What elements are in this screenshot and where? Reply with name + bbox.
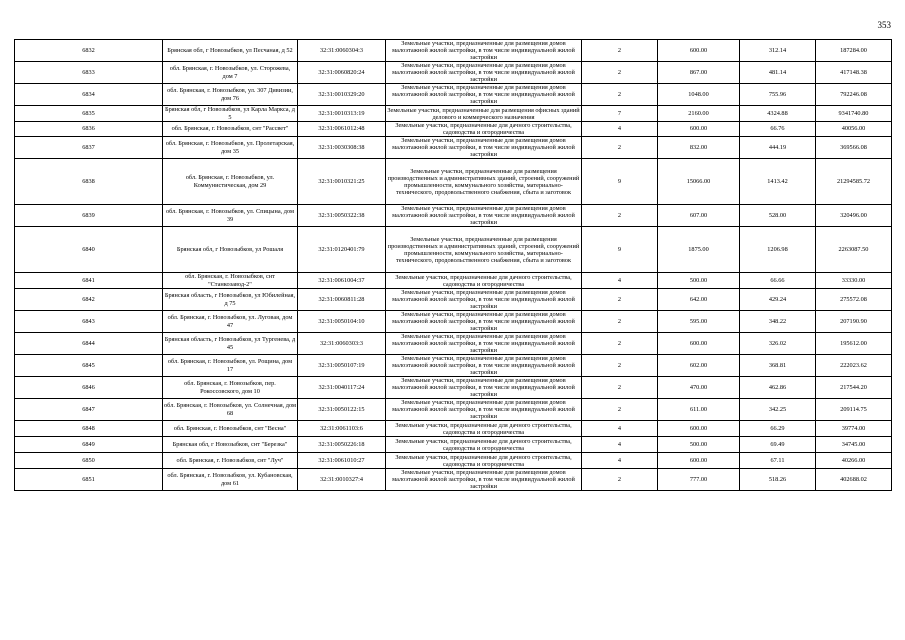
row-number: 6851 — [15, 469, 163, 491]
cadastral-number-cell: 32:31:0061103:6 — [298, 421, 386, 437]
row-number: 6840 — [15, 227, 163, 273]
cadastral-value-cell: 187284.00 — [816, 40, 892, 62]
specific-value-cell: 1413.42 — [740, 159, 816, 205]
cadastral-number-cell: 32:31:0060811:28 — [298, 289, 386, 311]
group-cell: 9 — [582, 227, 658, 273]
row-number: 6835 — [15, 106, 163, 122]
cadastral-value-cell: 21294585.72 — [816, 159, 892, 205]
cadastral-value-cell: 207190.90 — [816, 311, 892, 333]
land-use-cell: Земельные участки, предназначенные для дачного строительства, садоводства и огородничества — [386, 421, 582, 437]
table-row — [15, 122, 892, 137]
group-cell: 4 — [582, 273, 658, 289]
table-row — [15, 421, 892, 437]
table-row — [15, 377, 892, 399]
cadastral-value-cell: 40266.00 — [816, 453, 892, 469]
land-use-cell: Земельные участки, предназначенные для размещения домов малоэтажной жилой застройки, в том числе индивидуальной жилой застройки — [386, 289, 582, 311]
cadastral-number-cell: 32:31:0050104:10 — [298, 311, 386, 333]
table-row — [15, 355, 892, 377]
area-cell: 1048.00 — [658, 84, 740, 106]
area-cell: 600.00 — [658, 421, 740, 437]
cadastral-value-cell: 39774.00 — [816, 421, 892, 437]
cadastral-value-cell: 33330.00 — [816, 273, 892, 289]
specific-value-cell: 368.81 — [740, 355, 816, 377]
row-number: 6838 — [15, 159, 163, 205]
area-cell: 600.00 — [658, 333, 740, 355]
table-row — [15, 453, 892, 469]
area-cell: 470.00 — [658, 377, 740, 399]
land-use-cell: Земельные участки, предназначенные для размещения производственных и административных зданий, строений, сооружений промышленности, коммунального хозяйства, материально-технического, продовольственного снабжения, сбыта и заготовок — [386, 227, 582, 273]
cadastral-value-cell: 40056.00 — [816, 122, 892, 137]
address-cell: обл. Брянская, г. Новозыбков, снт "Луч" — [163, 453, 298, 469]
table-row — [15, 311, 892, 333]
cadastral-number-cell: 32:31:0061012:48 — [298, 122, 386, 137]
land-use-cell: Земельные участки, предназначенные для размещения домов малоэтажной жилой застройки, в том числе индивидуальной жилой застройки — [386, 62, 582, 84]
group-cell: 2 — [582, 399, 658, 421]
land-use-cell: Земельные участки, предназначенные для размещения домов малоэтажной жилой застройки, в том числе индивидуальной жилой застройки — [386, 84, 582, 106]
address-cell: Брянская область, г Новозыбков, ул Юбилейная, д 75 — [163, 289, 298, 311]
cadastral-number-cell: 32:31:0050322:38 — [298, 205, 386, 227]
cadastral-value-cell: 34745.00 — [816, 437, 892, 453]
area-cell: 600.00 — [658, 122, 740, 137]
land-use-cell: Земельные участки, предназначенные для размещения домов малоэтажной жилой застройки, в том числе индивидуальной жилой застройки — [386, 469, 582, 491]
land-use-cell: Земельные участки, предназначенные для размещения офисных зданий делового и коммерческого назначения — [387, 106, 580, 121]
address-cell: обл. Брянская, г. Новозыбков, снт "Станкозавод-2" — [163, 273, 298, 289]
table-row — [15, 84, 892, 106]
cadastral-number-cell: 32:31:0061010:27 — [298, 453, 386, 469]
address-cell: обл. Брянская, г. Новозыбков, ул. Пролетарская, дом 35 — [163, 137, 298, 159]
land-use-cell: Земельные участки, предназначенные для размещения домов малоэтажной жилой застройки, в том числе индивидуальной жилой застройки — [386, 355, 582, 377]
address-cell: Брянская обл, г Новозыбков, ул Рошаля — [163, 227, 298, 273]
cadastral-number-cell: 32:31:0010327:4 — [298, 469, 386, 491]
cadastral-value-cell: 369566.08 — [816, 137, 892, 159]
area-cell: 500.00 — [658, 273, 740, 289]
table-row — [15, 399, 892, 421]
address-cell: обл. Брянская, г. Новозыбков, ул. Коммунистическая, дом 29 — [163, 159, 298, 205]
cadastral-number-cell: 32:31:0060303:3 — [298, 333, 386, 355]
table-row — [15, 106, 892, 122]
address-cell: обл. Брянская, г. Новозыбков, ул. Луговая, дом 47 — [163, 311, 298, 333]
group-cell: 2 — [582, 40, 658, 62]
table-row — [15, 469, 892, 491]
group-cell: 9 — [582, 159, 658, 205]
land-use-cell: Земельные участки, предназначенные для дачного строительства, садоводства и огородничества — [386, 453, 582, 469]
table-row — [15, 159, 892, 205]
group-cell: 2 — [582, 377, 658, 399]
address-cell: обл. Брянская, г. Новозыбков, ул. Сторожева, дом 7 — [163, 62, 298, 84]
table-row — [15, 273, 892, 289]
area-cell: 15066.00 — [658, 159, 740, 205]
area-cell: 602.00 — [658, 355, 740, 377]
group-cell: 2 — [582, 469, 658, 491]
specific-value-cell: 444.19 — [740, 137, 816, 159]
specific-value-cell: 66.76 — [740, 122, 816, 137]
specific-value-cell: 348.22 — [740, 311, 816, 333]
specific-value-cell: 312.14 — [740, 40, 816, 62]
page-number: 353 — [877, 20, 891, 30]
specific-value-cell: 69.49 — [740, 437, 816, 453]
land-use-cell: Земельные участки, предназначенные для размещения домов малоэтажной жилой застройки, в том числе индивидуальной жилой застройки — [386, 40, 582, 62]
cadastral-value-cell: 2263087.50 — [816, 227, 892, 273]
land-use-cell: Земельные участки, предназначенные для размещения домов малоэтажной жилой застройки, в том числе индивидуальной жилой застройки — [386, 137, 582, 159]
row-number: 6832 — [15, 40, 163, 62]
row-number: 6849 — [15, 437, 163, 453]
row-number: 6850 — [15, 453, 163, 469]
cadastral-value-cell: 9341740.80 — [816, 106, 892, 122]
group-cell: 2 — [582, 62, 658, 84]
specific-value-cell: 67.11 — [740, 453, 816, 469]
table-row — [15, 137, 892, 159]
cadastral-number-cell: 32:31:0120401:79 — [298, 227, 386, 273]
cadastral-number-cell: 32:31:0050107:19 — [298, 355, 386, 377]
cadastral-number-cell: 32:31:0040117:24 — [298, 377, 386, 399]
land-use-cell: Земельные участки, предназначенные для размещения домов малоэтажной жилой застройки, в том числе индивидуальной жилой застройки — [386, 377, 582, 399]
group-cell: 4 — [582, 122, 658, 137]
address-cell: Брянская обл, г Новозыбков, ул Песчаная, д 52 — [163, 40, 298, 62]
area-cell: 832.00 — [658, 137, 740, 159]
specific-value-cell: 66.29 — [740, 421, 816, 437]
table-row — [15, 289, 892, 311]
cadastral-value-cell: 275572.08 — [816, 289, 892, 311]
table-row — [15, 437, 892, 453]
row-number: 6848 — [15, 421, 163, 437]
area-cell: 500.00 — [658, 437, 740, 453]
row-number: 6833 — [15, 62, 163, 84]
land-use-cell: Земельные участки, предназначенные для размещения производственных и административных зданий, строений, сооружений промышленности, коммунального хозяйства, материально-технического, продовольственного снабжения, сбыта и заготовок — [386, 159, 582, 205]
table-row — [15, 333, 892, 355]
cadastral-value-cell: 320496.00 — [816, 205, 892, 227]
cadastral-value-cell: 217544.20 — [816, 377, 892, 399]
area-cell: 595.00 — [658, 311, 740, 333]
group-cell: 2 — [582, 84, 658, 106]
area-cell: 600.00 — [658, 40, 740, 62]
land-use-cell: Земельные участки, предназначенные для дачного строительства, садоводства и огородничества — [386, 122, 582, 137]
address-cell: обл. Брянская, г. Новозыбков, ул. Солнечная, дом 68 — [163, 399, 298, 421]
cadastral-number-cell: 32:31:0060304:3 — [298, 40, 386, 62]
address-cell: Брянская обл, г Новозыбков, снт "Березка" — [163, 437, 298, 453]
group-cell: 4 — [582, 421, 658, 437]
cadastral-value-cell: 222023.62 — [816, 355, 892, 377]
row-number: 6836 — [15, 122, 163, 137]
address-cell: обл. Брянская, г. Новозыбков, снт "Рассвет" — [163, 122, 298, 137]
address-cell: Брянская обл, г Новозыбков, ул Карла Маркса, д 5 — [163, 106, 298, 122]
specific-value-cell: 462.86 — [740, 377, 816, 399]
group-cell: 2 — [582, 355, 658, 377]
group-cell: 2 — [582, 137, 658, 159]
group-cell: 2 — [582, 333, 658, 355]
area-cell: 777.00 — [658, 469, 740, 491]
row-number: 6842 — [15, 289, 163, 311]
address-cell: Брянская область, г Новозыбков, ул Тургенева, д 45 — [163, 333, 298, 355]
area-cell: 1875.00 — [658, 227, 740, 273]
cadastral-number-cell: 32:31:0030308:38 — [298, 137, 386, 159]
group-cell: 2 — [582, 289, 658, 311]
row-number: 6839 — [15, 205, 163, 227]
specific-value-cell: 66.66 — [740, 273, 816, 289]
group-cell: 7 — [582, 106, 658, 122]
table-row — [15, 227, 892, 273]
specific-value-cell: 4324.88 — [740, 106, 816, 122]
cadastral-value-cell: 792246.08 — [816, 84, 892, 106]
specific-value-cell: 481.14 — [740, 62, 816, 84]
cadastral-value-cell: 209114.75 — [816, 399, 892, 421]
cadastral-number-cell: 32:31:0010313:19 — [298, 106, 386, 122]
group-cell: 2 — [582, 311, 658, 333]
group-cell: 2 — [582, 205, 658, 227]
specific-value-cell: 1206.98 — [740, 227, 816, 273]
address-cell: обл. Брянская, г. Новозыбков, снт "Весна" — [163, 421, 298, 437]
row-number: 6841 — [15, 273, 163, 289]
row-number: 6834 — [15, 84, 163, 106]
specific-value-cell: 429.24 — [740, 289, 816, 311]
group-cell: 4 — [582, 437, 658, 453]
cadastral-number-cell: 32:31:0010329:20 — [298, 84, 386, 106]
row-number: 6845 — [15, 355, 163, 377]
land-use-cell: Земельные участки, предназначенные для дачного строительства, садоводства и огородничества — [386, 437, 582, 453]
cadastral-value-cell: 195612.00 — [816, 333, 892, 355]
address-cell: обл. Брянская, г. Новозыбков, ул. Спицына, дом 39 — [163, 205, 298, 227]
row-number: 6846 — [15, 377, 163, 399]
area-cell: 600.00 — [658, 453, 740, 469]
specific-value-cell: 518.26 — [740, 469, 816, 491]
land-use-cell: Земельные участки, предназначенные для размещения домов малоэтажной жилой застройки, в том числе индивидуальной жилой застройки — [386, 205, 582, 227]
table-row — [15, 40, 892, 62]
cadastral-value-cell: 417148.38 — [816, 62, 892, 84]
area-cell: 607.00 — [658, 205, 740, 227]
table-row — [15, 205, 892, 227]
cadastral-number-cell: 32:31:0010321:25 — [298, 159, 386, 205]
cadastral-value-table — [14, 39, 892, 491]
area-cell: 867.00 — [658, 62, 740, 84]
specific-value-cell: 342.25 — [740, 399, 816, 421]
area-cell: 611.00 — [658, 399, 740, 421]
table-body — [15, 40, 892, 491]
specific-value-cell: 326.02 — [740, 333, 816, 355]
address-cell: обл. Брянская, г. Новозыбков, ул. Рощина, дом 17 — [163, 355, 298, 377]
row-number: 6843 — [15, 311, 163, 333]
area-cell: 642.00 — [658, 289, 740, 311]
cadastral-value-cell: 402688.02 — [816, 469, 892, 491]
land-use-cell: Земельные участки, предназначенные для размещения домов малоэтажной жилой застройки, в том числе индивидуальной жилой застройки — [386, 311, 582, 333]
specific-value-cell: 755.96 — [740, 84, 816, 106]
address-cell: обл. Брянская, г. Новозыбков, ул. 307 Дивизии, дом 76 — [163, 84, 298, 106]
row-number: 6844 — [15, 333, 163, 355]
cadastral-number-cell: 32:31:0061004:37 — [298, 273, 386, 289]
area-cell: 2160.00 — [658, 106, 740, 122]
cadastral-number-cell: 32:31:0050226:18 — [298, 437, 386, 453]
cadastral-number-cell: 32:31:0050122:15 — [298, 399, 386, 421]
row-number: 6847 — [15, 399, 163, 421]
address-cell: обл. Брянская, г. Новозыбков, пер. Рокоссовского, дом 10 — [163, 377, 298, 399]
cadastral-number-cell: 32:31:0060820:24 — [298, 62, 386, 84]
table-row — [15, 62, 892, 84]
group-cell: 4 — [582, 453, 658, 469]
specific-value-cell: 528.00 — [740, 205, 816, 227]
row-number: 6837 — [15, 137, 163, 159]
address-cell: обл. Брянская, г. Новозыбков, ул. Кубановская, дом 61 — [163, 469, 298, 491]
land-use-cell: Земельные участки, предназначенные для размещения домов малоэтажной жилой застройки, в том числе индивидуальной жилой застройки — [386, 399, 582, 421]
land-use-cell: Земельные участки, предназначенные для дачного строительства, садоводства и огородничества — [386, 273, 582, 289]
land-use-cell: Земельные участки, предназначенные для размещения домов малоэтажной жилой застройки, в том числе индивидуальной жилой застройки — [386, 333, 582, 355]
